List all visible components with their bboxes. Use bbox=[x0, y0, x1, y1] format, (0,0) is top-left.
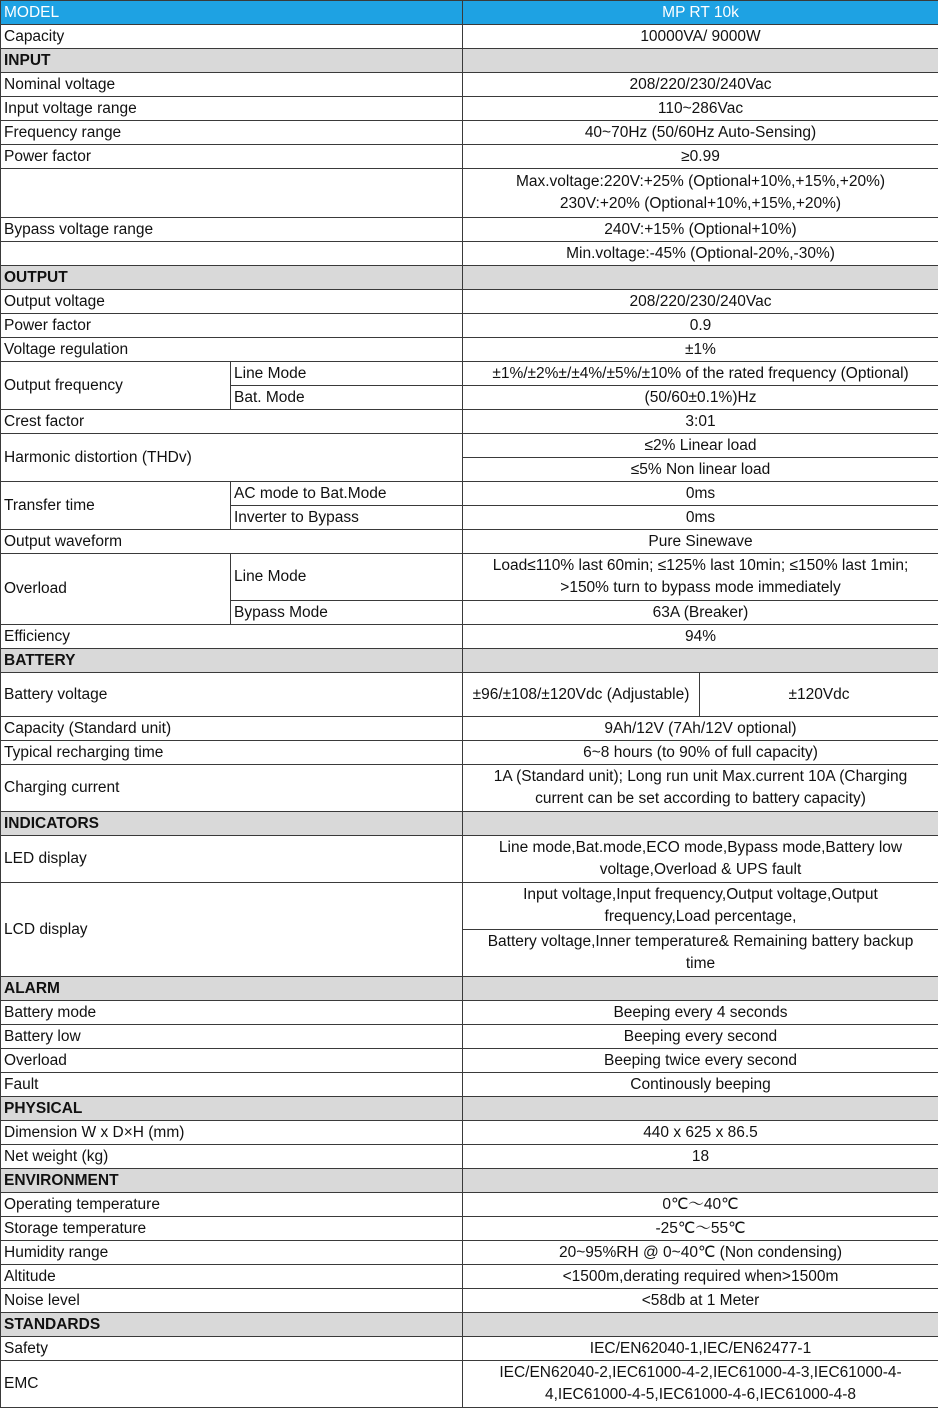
row-value: 0ms bbox=[463, 482, 938, 506]
row-value: 6~8 hours (to 90% of full capacity) bbox=[463, 741, 938, 765]
row-label: Capacity (Standard unit) bbox=[1, 717, 463, 741]
overload-line-mode-value bbox=[463, 554, 938, 601]
row-label: Frequency range bbox=[1, 121, 463, 145]
row-value: 440 x 625 x 86.5 bbox=[463, 1121, 938, 1145]
table-row bbox=[1, 1001, 938, 1025]
row-label: Transfer time bbox=[1, 482, 231, 530]
value-line: current can be set according to battery capacity) bbox=[535, 790, 866, 807]
table-row bbox=[1, 625, 938, 649]
value-line: Input voltage,Input frequency,Output voltage,Output bbox=[523, 886, 878, 903]
table-row bbox=[1, 218, 938, 242]
table-row bbox=[1, 242, 938, 266]
table-row bbox=[1, 836, 938, 883]
value-line: IEC/EN62040-2,IEC61000-4-2,IEC61000-4-3,IEC61000-4- bbox=[499, 1364, 902, 1381]
row-value: 18 bbox=[463, 1145, 938, 1169]
row-label: LED display bbox=[1, 836, 463, 883]
row-value: 0ms bbox=[463, 506, 938, 530]
table-row bbox=[1, 741, 938, 765]
table-row bbox=[1, 1193, 938, 1217]
row-value: ±1%/±2%±/±4%/±5%/±10% of the rated frequency (Optional) bbox=[463, 362, 938, 386]
sub-label: Line Mode bbox=[231, 554, 463, 601]
section-blank bbox=[463, 649, 938, 673]
row-label: Power factor bbox=[1, 145, 463, 169]
section-title: INDICATORS bbox=[1, 812, 463, 836]
row-value: 208/220/230/240Vac bbox=[463, 73, 938, 97]
section-title: STANDARDS bbox=[1, 1313, 463, 1337]
row-label: Harmonic distortion (THDv) bbox=[1, 434, 463, 482]
row-value: Pure Sinewave bbox=[463, 530, 938, 554]
row-label: Battery low bbox=[1, 1025, 463, 1049]
row-label: Nominal voltage bbox=[1, 73, 463, 97]
value-line: Load≤110% last 60min; ≤125% last 10min; ≤150% last 1min; bbox=[492, 557, 909, 574]
charging-current-value bbox=[463, 765, 938, 812]
table-row bbox=[1, 434, 938, 458]
section-title: INPUT bbox=[1, 49, 463, 73]
section-environment bbox=[1, 1169, 938, 1193]
sub-label: Line Mode bbox=[231, 362, 463, 386]
row-label: Noise level bbox=[1, 1289, 463, 1313]
table-row bbox=[1, 97, 938, 121]
section-title: PHYSICAL bbox=[1, 1097, 463, 1121]
sub-label: Inverter to Bypass bbox=[231, 506, 463, 530]
row-value: -25℃～55℃ bbox=[463, 1217, 938, 1241]
row-value: <1500m,derating required when>1500m bbox=[463, 1265, 938, 1289]
row-value: ±1% bbox=[463, 338, 938, 362]
row-value: Beeping every 4 seconds bbox=[463, 1001, 938, 1025]
value-line: Line mode,Bat.mode,ECO mode,Bypass mode,Battery low bbox=[498, 839, 903, 856]
row-label: Output voltage bbox=[1, 290, 463, 314]
model-label: MODEL bbox=[1, 1, 463, 25]
table-row bbox=[1, 1361, 938, 1408]
table-row bbox=[1, 765, 938, 812]
table-row bbox=[1, 554, 938, 601]
section-blank bbox=[463, 266, 938, 290]
row-label: Output waveform bbox=[1, 530, 463, 554]
value-line: 4,IEC61000-4-5,IEC61000-4-6,IEC61000-4-8 bbox=[544, 1386, 857, 1403]
value-line: voltage,Overload & UPS fault bbox=[599, 861, 802, 878]
row-value: Beeping twice every second bbox=[463, 1049, 938, 1073]
row-label: Output frequency bbox=[1, 362, 231, 410]
table-row bbox=[1, 169, 938, 218]
row-value: Min.voltage:-45% (Optional-20%,-30%) bbox=[463, 242, 938, 266]
led-value bbox=[463, 836, 938, 883]
row-label-blank bbox=[1, 242, 463, 266]
section-indicators bbox=[1, 812, 938, 836]
row-value: 9Ah/12V (7Ah/12V optional) bbox=[463, 717, 938, 741]
table-row bbox=[1, 73, 938, 97]
row-value: <58db at 1 Meter bbox=[463, 1289, 938, 1313]
header-row bbox=[1, 1, 938, 25]
section-output bbox=[1, 266, 938, 290]
table-row bbox=[1, 338, 938, 362]
value-line: time bbox=[685, 955, 716, 972]
row-label: Crest factor bbox=[1, 410, 463, 434]
row-label: Fault bbox=[1, 1073, 463, 1097]
row-value: Continously beeping bbox=[463, 1073, 938, 1097]
row-value: ±120Vdc bbox=[700, 673, 938, 717]
row-label: Voltage regulation bbox=[1, 338, 463, 362]
section-title: BATTERY bbox=[1, 649, 463, 673]
row-value: IEC/EN62040-1,IEC/EN62477-1 bbox=[463, 1337, 938, 1361]
value-line: 230V:+20% (Optional+10%,+15%,+20%) bbox=[559, 195, 842, 212]
row-value: 3:01 bbox=[463, 410, 938, 434]
table-row bbox=[1, 290, 938, 314]
value-line: Battery voltage,Inner temperature& Remaining battery backup bbox=[487, 933, 914, 950]
sub-label: AC mode to Bat.Mode bbox=[231, 482, 463, 506]
table-row bbox=[1, 1145, 938, 1169]
row-label: Net weight (kg) bbox=[1, 1145, 463, 1169]
row-value: ≤2% Linear load bbox=[463, 434, 938, 458]
section-alarm bbox=[1, 977, 938, 1001]
lcd-value-a bbox=[463, 883, 938, 930]
row-label: Safety bbox=[1, 1337, 463, 1361]
row-label: EMC bbox=[1, 1361, 463, 1408]
section-input bbox=[1, 49, 938, 73]
table-row bbox=[1, 1217, 938, 1241]
row-label: Input voltage range bbox=[1, 97, 463, 121]
value-line: frequency,Load percentage, bbox=[604, 908, 797, 925]
row-label: Typical recharging time bbox=[1, 741, 463, 765]
section-blank bbox=[463, 812, 938, 836]
row-value: 208/220/230/240Vac bbox=[463, 290, 938, 314]
table-row bbox=[1, 1337, 938, 1361]
section-physical bbox=[1, 1097, 938, 1121]
row-label: Overload bbox=[1, 1049, 463, 1073]
section-title: ENVIRONMENT bbox=[1, 1169, 463, 1193]
table-row bbox=[1, 530, 938, 554]
table-row bbox=[1, 314, 938, 338]
lcd-value-b bbox=[463, 930, 938, 977]
section-battery bbox=[1, 649, 938, 673]
row-label: Overload bbox=[1, 554, 231, 625]
row-value: 40~70Hz (50/60Hz Auto-Sensing) bbox=[463, 121, 938, 145]
row-value: 94% bbox=[463, 625, 938, 649]
row-label-blank bbox=[1, 169, 463, 218]
row-value: Beeping every second bbox=[463, 1025, 938, 1049]
section-blank bbox=[463, 1313, 938, 1337]
row-value: ≤5% Non linear load bbox=[463, 458, 938, 482]
capacity-value: 10000VA/ 9000W bbox=[463, 25, 938, 49]
row-value: 0.9 bbox=[463, 314, 938, 338]
table-row bbox=[1, 145, 938, 169]
table-row bbox=[1, 1241, 938, 1265]
table-row bbox=[1, 717, 938, 741]
sub-label: Bat. Mode bbox=[231, 386, 463, 410]
value-line: Max.voltage:220V:+25% (Optional+10%,+15%,+20%) bbox=[515, 173, 886, 190]
table-row bbox=[1, 1049, 938, 1073]
table-row bbox=[1, 1073, 938, 1097]
row-value: 63A (Breaker) bbox=[463, 601, 938, 625]
row-value: ±96/±108/±120Vdc (Adjustable) bbox=[463, 673, 700, 717]
table-row bbox=[1, 883, 938, 930]
row-label: Efficiency bbox=[1, 625, 463, 649]
table-row bbox=[1, 673, 938, 717]
row-value: ≥0.99 bbox=[463, 145, 938, 169]
row-label: Battery mode bbox=[1, 1001, 463, 1025]
value-line: >150% turn to bypass mode immediately bbox=[560, 579, 841, 596]
row-label: Dimension W x D×H (mm) bbox=[1, 1121, 463, 1145]
value-line: 1A (Standard unit); Long run unit Max.current 10A (Charging bbox=[493, 768, 908, 785]
sub-label: Bypass Mode bbox=[231, 601, 463, 625]
section-standards bbox=[1, 1313, 938, 1337]
row-value: 0℃～40℃ bbox=[463, 1193, 938, 1217]
section-blank bbox=[463, 1097, 938, 1121]
table-row bbox=[1, 482, 938, 506]
section-blank bbox=[463, 1169, 938, 1193]
capacity-label: Capacity bbox=[1, 25, 463, 49]
row-label: Power factor bbox=[1, 314, 463, 338]
section-blank bbox=[463, 49, 938, 73]
section-title: OUTPUT bbox=[1, 266, 463, 290]
table-row bbox=[1, 410, 938, 434]
row-value: 110~286Vac bbox=[463, 97, 938, 121]
table-row bbox=[1, 121, 938, 145]
bypass-max-value bbox=[463, 169, 938, 218]
row-label: Battery voltage bbox=[1, 673, 463, 717]
table-row bbox=[1, 1121, 938, 1145]
row-label: Operating temperature bbox=[1, 1193, 463, 1217]
row-label: Altitude bbox=[1, 1265, 463, 1289]
section-title: ALARM bbox=[1, 977, 463, 1001]
table-row bbox=[1, 25, 938, 49]
row-label: Humidity range bbox=[1, 1241, 463, 1265]
row-value: 20~95%RH @ 0~40℃ (Non condensing) bbox=[463, 1241, 938, 1265]
row-value: (50/60±0.1%)Hz bbox=[463, 386, 938, 410]
table-row bbox=[1, 362, 938, 386]
row-value: 240V:+15% (Optional+10%) bbox=[463, 218, 938, 242]
row-label: LCD display bbox=[1, 883, 463, 977]
row-label: Charging current bbox=[1, 765, 463, 812]
emc-value bbox=[463, 1361, 938, 1408]
row-label: Bypass voltage range bbox=[1, 218, 463, 242]
model-value: MP RT 10k bbox=[463, 1, 938, 25]
table-row bbox=[1, 1289, 938, 1313]
row-label: Storage temperature bbox=[1, 1217, 463, 1241]
table-row bbox=[1, 1025, 938, 1049]
section-blank bbox=[463, 977, 938, 1001]
table-row bbox=[1, 1265, 938, 1289]
